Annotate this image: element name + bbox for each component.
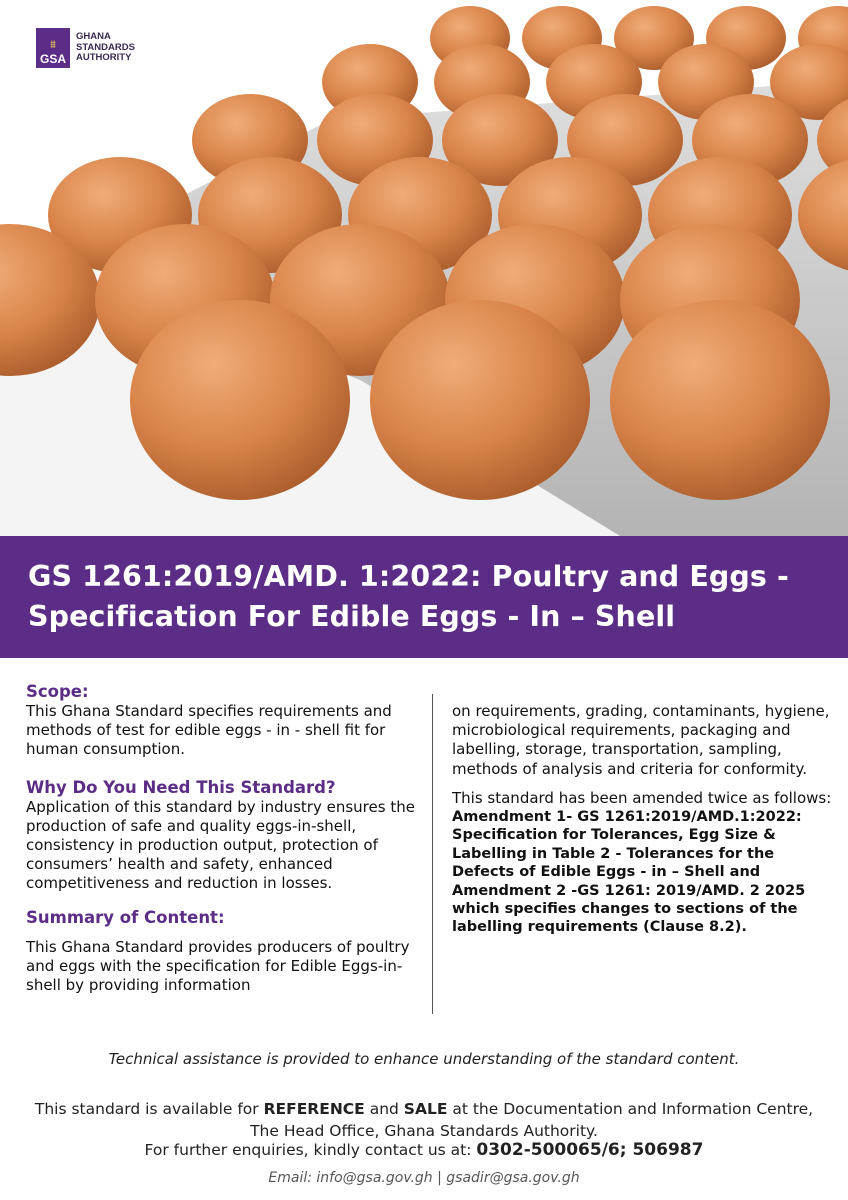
contact-email-line[interactable]: Email: info@gsa.gov.gh | gsadir@gsa.gov.gh [268, 1170, 580, 1186]
scope-heading: Scope: [26, 682, 89, 701]
title-banner [0, 536, 848, 658]
egg [610, 300, 830, 500]
amendment-details: Amendment 1- GS 1261:2019/AMD.1:2022: Specification for Tolerances, Egg Size & Labelling in Table 2 - Tolerances for the Defects of Edible Eggs - in – Shell and Amendment 2 -GS 1261: 2019/AMD. 2 2025 which specifies changes to sections of the labelling requirements (Clause 8.2). [452, 809, 806, 936]
amendment-intro: This standard has been amended twice as follows: [452, 788, 832, 807]
gsa-emblem: ⩩ GSA [36, 28, 70, 68]
gsa-logo [36, 28, 135, 68]
eggs-in-tray-photo [0, 0, 848, 536]
summary-text: This Ghana Standard provides producers of poultry and eggs with the specification for Edible Eggs-in-shell by providing information [26, 937, 410, 995]
scope-text: This Ghana Standard specifies requirements and methods of test for edible eggs - in - shell fit for human consumption. [26, 702, 392, 759]
availability-note: This standard is available for REFERENCE and SALE at the Documentation and Information Centre, The Head Office, Ghana Standards Authority. [34, 1100, 814, 1140]
right-column [452, 702, 840, 937]
hero-image [0, 0, 848, 536]
content-columns [0, 676, 848, 1021]
technical-assistance-note: Technical assistance is provided to enhance understanding of the standard content. [108, 1050, 740, 1068]
why-heading: Why Do You Need This Standard? [26, 777, 336, 797]
gsa-wordmark: GHANA STANDARDS AUTHORITY [76, 31, 135, 64]
emblem-icon: ⩩ [50, 38, 56, 51]
summary-continued-text: on requirements, grading, contaminants, hygiene, microbiological requirements, packaging and labelling, storage, transportation, sampling, methods of analysis and criteria for conformity. [452, 702, 830, 778]
phone-number[interactable]: 0302-500065/6; 506987 [476, 1140, 704, 1160]
summary-heading: Summary of Content: [26, 907, 225, 927]
column-divider [432, 694, 433, 1014]
left-column [26, 682, 424, 995]
egg [130, 300, 350, 500]
document-title: GS 1261:2019/AMD. 1:2022: Poultry and Eggs - Specification For Edible Eggs - In – Shell [28, 560, 789, 633]
egg [370, 300, 590, 500]
why-text: Application of this standard by industry ensures the production of safe and quality eggs-in-shell, consistency in production output, protection of consumers’ health and safety, enhanced competitiveness and reduction in losses. [26, 797, 415, 893]
contact-phone-line: For further enquiries, kindly contact us at: 0302-500065/6; 506987 [144, 1140, 704, 1160]
